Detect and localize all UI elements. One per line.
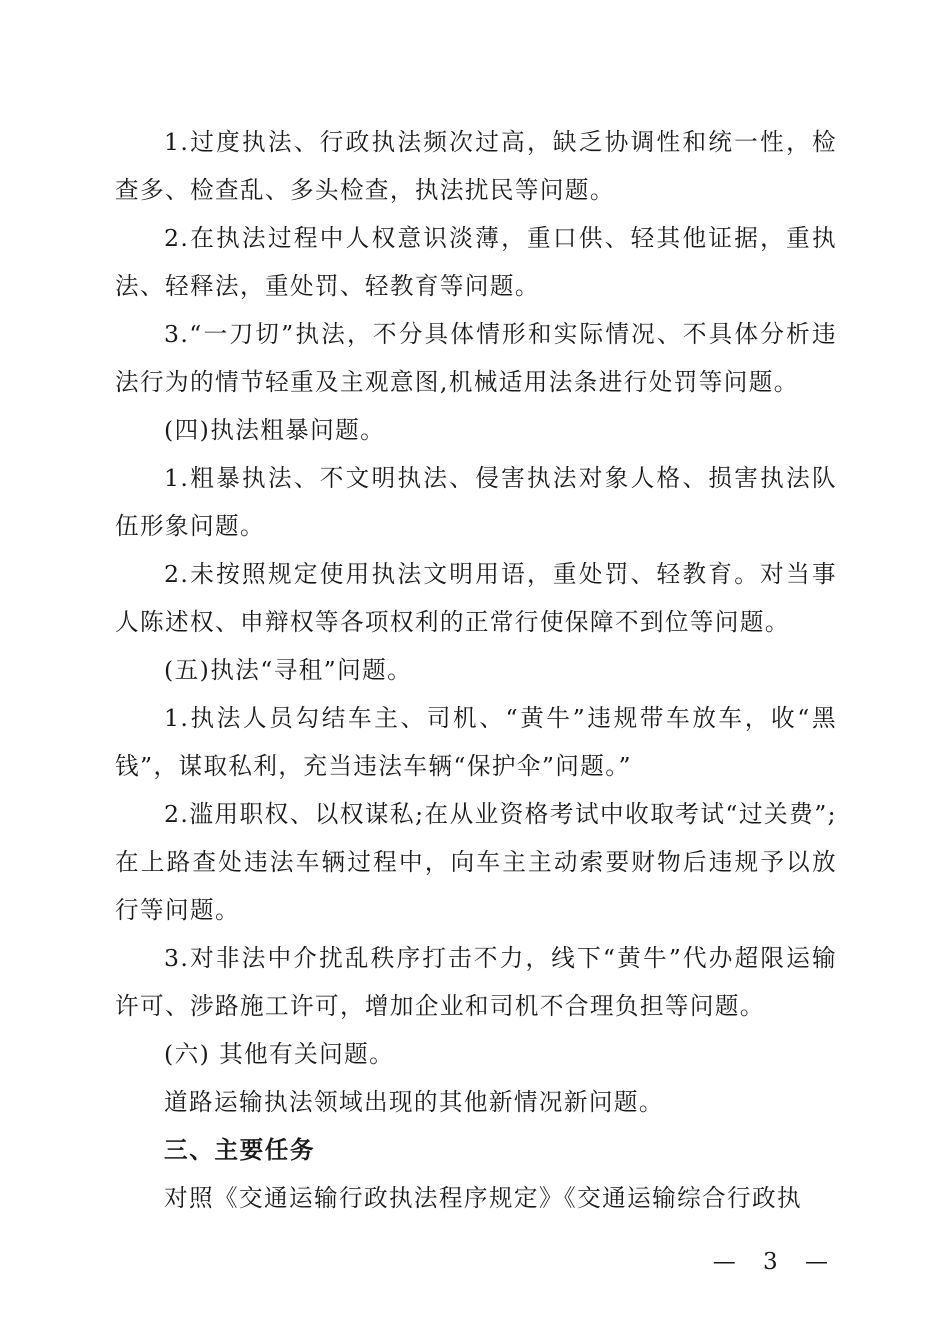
paragraph-item-2: 2.在执法过程中人权意识淡薄，重口供、轻其他证据，重执法、轻释法，重处罚、轻教育等问题。 — [115, 224, 837, 300]
paragraph-item-1: 1.过度执法、行政执法频次过高，缺乏协调性和统一性，检查多、检查乱、多头检查，执法扰民等问题。 — [115, 128, 837, 204]
page-number: — 3 — — [712, 1249, 838, 1275]
section-subheading-5: (五)执法“寻租”问题。 — [164, 656, 413, 684]
paragraph-item-5-1: 1.执法人员勾结车主、司机、“黄牛”违规带车放车，收“黑钱”，谋取私利，充当违法车辆“保护伞”问题。” — [115, 704, 837, 780]
section-heading-main-tasks: 三、主要任务 — [164, 1136, 316, 1164]
paragraph-item-3: 3.“一刀切”执法，不分具体情形和实际情况、不具体分析违法行为的情节轻重及主观意图,机械适用法条进行处罚等问题。 — [115, 320, 837, 396]
paragraph-item-4-2: 2.未按照规定使用执法文明用语，重处罚、轻教育。对当事人陈述权、申辩权等各项权利的正常行使保障不到位等问题。 — [115, 560, 837, 636]
document-body — [115, 118, 837, 1222]
paragraph-item-4-1: 1.粗暴执法、不文明执法、侵害执法对象人格、损害执法队伍形象问题。 — [115, 464, 837, 540]
paragraph-item-5-3: 3.对非法中介扰乱秩序打击不力，线下“黄牛”代办超限运输许可、涉路施工许可，增加企业和司机不合理负担等问题。 — [115, 944, 837, 1020]
section-subheading-4: (四)执法粗暴问题。 — [164, 416, 386, 444]
section-subheading-6: (六) 其他有关问题。 — [164, 1040, 395, 1068]
paragraph-item-6-1: 道路运输执法领域出现的其他新情况新问题。 — [164, 1088, 664, 1116]
paragraph-item-5-2: 2.滥用职权、以权谋私;在从业资格考试中收取考试“过关费”;在上路查处违法车辆过程中，向车主主动索要财物后违规予以放行等问题。 — [115, 800, 837, 924]
paragraph-main-tasks-intro: 对照《交通运输行政执法程序规定》《交通运输综合行政执 — [164, 1184, 803, 1212]
